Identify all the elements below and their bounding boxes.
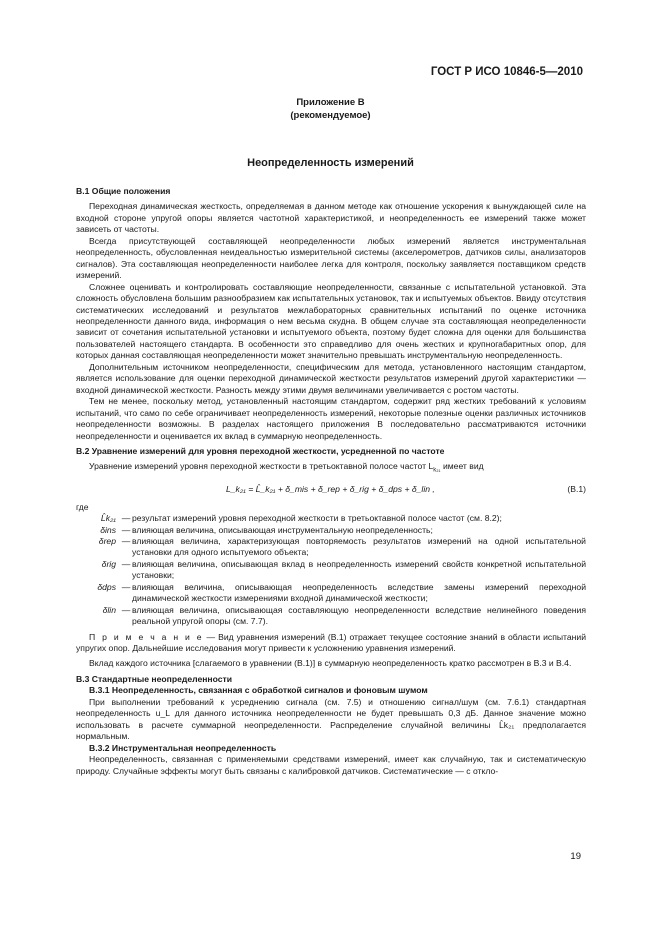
- variable-description: результат измерений уровня переходной жесткости в третьоктавной полосе частот (см. 8.2);: [132, 513, 502, 524]
- note-paragraph: [76, 632, 586, 655]
- standard-header: ГОСТ Р ИСО 10846-5—2010: [430, 66, 583, 78]
- b1-paragraph-4: Дополнительным источником неопределенности, специфическим для метода, установленного настоящим стандартом, является использование для оценки переходной динамической жесткости результатов измерений другой характеристики — входной динамической жесткости. Разность между этими двумя величинами увеличивается с ростом частоты.: [76, 361, 586, 395]
- page-number: 19: [570, 851, 581, 862]
- variable-definitions: [76, 513, 586, 628]
- variable-dash: —: [121, 524, 131, 535]
- variable-description: влияющая величина, описывающая вклад в неопределенность измерений свойств конкретной испытательной установки;: [132, 558, 586, 581]
- section-b2-heading: B.2 Уравнение измерений для уровня переходной жесткости, усредненной по частоте: [76, 445, 445, 456]
- variable-description: влияющая величина, описывающая неопределенность вследствие замены измерений переходной динамической жесткости измерениями входной динамической жесткости;: [132, 581, 586, 604]
- variable-dash: —: [121, 535, 131, 546]
- variable-dash: —: [121, 513, 131, 524]
- variable-dash: —: [121, 558, 131, 569]
- variable-symbol: δins: [100, 524, 116, 535]
- variable-symbol: δrig: [101, 558, 116, 569]
- annex-status: (рекомендуемое): [290, 110, 371, 121]
- b1-paragraph-1: Переходная динамическая жесткость, определяемая в данном методе как отношение ускорения к вынуждающей силе на входной стороне упругой опоры является частотной характеристикой, и неопределенность ее измерений также может зависеть от частоты.: [76, 201, 586, 235]
- equation-b1: [76, 482, 586, 500]
- equation-number: (B.1): [567, 483, 586, 494]
- b2-contribution: Вклад каждого источника [слагаемого в уравнении (B.1)] в суммарную неопределенность кратко рассмотрен в B.3 и B.4.: [89, 658, 572, 669]
- annex-title: Приложение B: [296, 97, 365, 108]
- section-b3-heading: B.3 Стандартные неопределенности: [76, 673, 233, 684]
- variables-list: [76, 502, 586, 513]
- document-body: [76, 186, 586, 777]
- note-block: [76, 632, 586, 655]
- variable-symbol: δrep: [98, 535, 116, 546]
- intro-subscript: k₂₁: [433, 468, 441, 475]
- b1-paragraph-3: Сложнее оценивать и контролировать составляющие неопределенности, связанные с испытательной установкой. Эта сложность обусловлена большим разнообразием как испытательных установок, так и испытуемых объектов. Ввиду отсутствия систематических исследований и результатов межлабораторных сравнительных испытаний по оценке источника неопределенности данного вида, информация о нем весьма скудна. В общем случае эта составляющая неопределенности зависит от сочетания испытательной установки и испытуемого объекта, поэтому будет сложна для оценки для большинства пользователей настоящего стандарта. В особенности это справедливо для очень жестких и крупногабаритных опор, для которых данная составляющая неопределенности может значительно превышать инструментальную неопределенность.: [76, 281, 586, 361]
- variable-description: влияющая величина, описывающая составляющую неопределенности вследствие нелинейного поведения реальной упругой опоры (см. 7.7).: [132, 604, 586, 627]
- section-b32-heading: B.3.2 Инструментальная неопределенность: [89, 742, 277, 753]
- where-label: где: [76, 501, 89, 512]
- section-b31-heading: B.3.1 Неопределенность, связанная с обработкой сигналов и фоновым шумом: [89, 685, 428, 696]
- variable-description: влияющая величина, характеризующая повторяемость результатов измерений на одной испытательной установки для одного испытуемого объекта;: [132, 535, 586, 558]
- b2-intro: Уравнение измерений уровня переходной жесткости в третьоктавной полосе частот $L_{k_{21}}$ имеет вид: [89, 461, 484, 475]
- section-b1-heading: B.1 Общие положения: [76, 186, 171, 196]
- b1-paragraph-5: Тем не менее, поскольку метод, установленный настоящим стандартом, содержит ряд жестких требований к условиям испытаний, что само по себе ограничивает неопределенность измерений, некоторые полезные оценки различных источников неопределенности возможны. В разделах настоящего приложения В последовательно рассматриваются источники неопределенности и оценивается их вклад в суммарную неопределенность.: [76, 396, 586, 441]
- variable-symbol: L̂k₂₁: [100, 513, 116, 524]
- variable-description: влияющая величина, описывающая инструментальную неопределенность;: [132, 524, 433, 535]
- note-text: — Вид уравнения измерений (B.1) отражает текущее состояние знаний в области испытаний упругих опор. Дальнейшие исследования могут привести к усложнению уравнения измерений.: [76, 631, 586, 654]
- note-label: П р и м е ч а н и е: [89, 631, 204, 642]
- annex-heading: [0, 96, 661, 122]
- variable-dash: —: [121, 581, 131, 592]
- b1-paragraph-2: Всегда присутствующей составляющей неопределенности любых измерений является инструментальная неопределенность, обусловленная неидеальностью измерительной системы (акселерометров, датчиков силы, анализаторов сигналов). Эта составляющая неопределенности наиболее легка для контроля, поскольку заявляется поставщиком средств измерений.: [76, 235, 586, 281]
- b31-text: При выполнении требований к усреднению сигнала (см. 7.5) и отношению сигнал/шум (см. 7.6.1) стандартная неопределенность u_L для данного источника неопределенности не будет превышать 0,3 дБ. Данное значение можно использовать в расчете суммарной неопределенности. Распределение случайной величины L̂k₂₁ предполагается нормальным.: [76, 696, 586, 742]
- equation-formula: L_k₂₁ = L̂_k₂₁ + δ_mis + δ_rep + δ_rig + δ_dps + δ_lin ,: [226, 483, 435, 494]
- variable-symbol: δdps: [97, 581, 116, 592]
- variable-dash: —: [121, 604, 131, 615]
- b32-text: Неопределенность, связанная с применяемыми средствами измерений, имеет как случайную, так и систематическую природу. Случайные эффекты могут быть связаны с калибровкой датчиков. Систематические — с откло-: [76, 754, 586, 776]
- annex-main-title: Неопределенность измерений: [247, 157, 414, 169]
- variable-symbol: δlin: [102, 604, 116, 615]
